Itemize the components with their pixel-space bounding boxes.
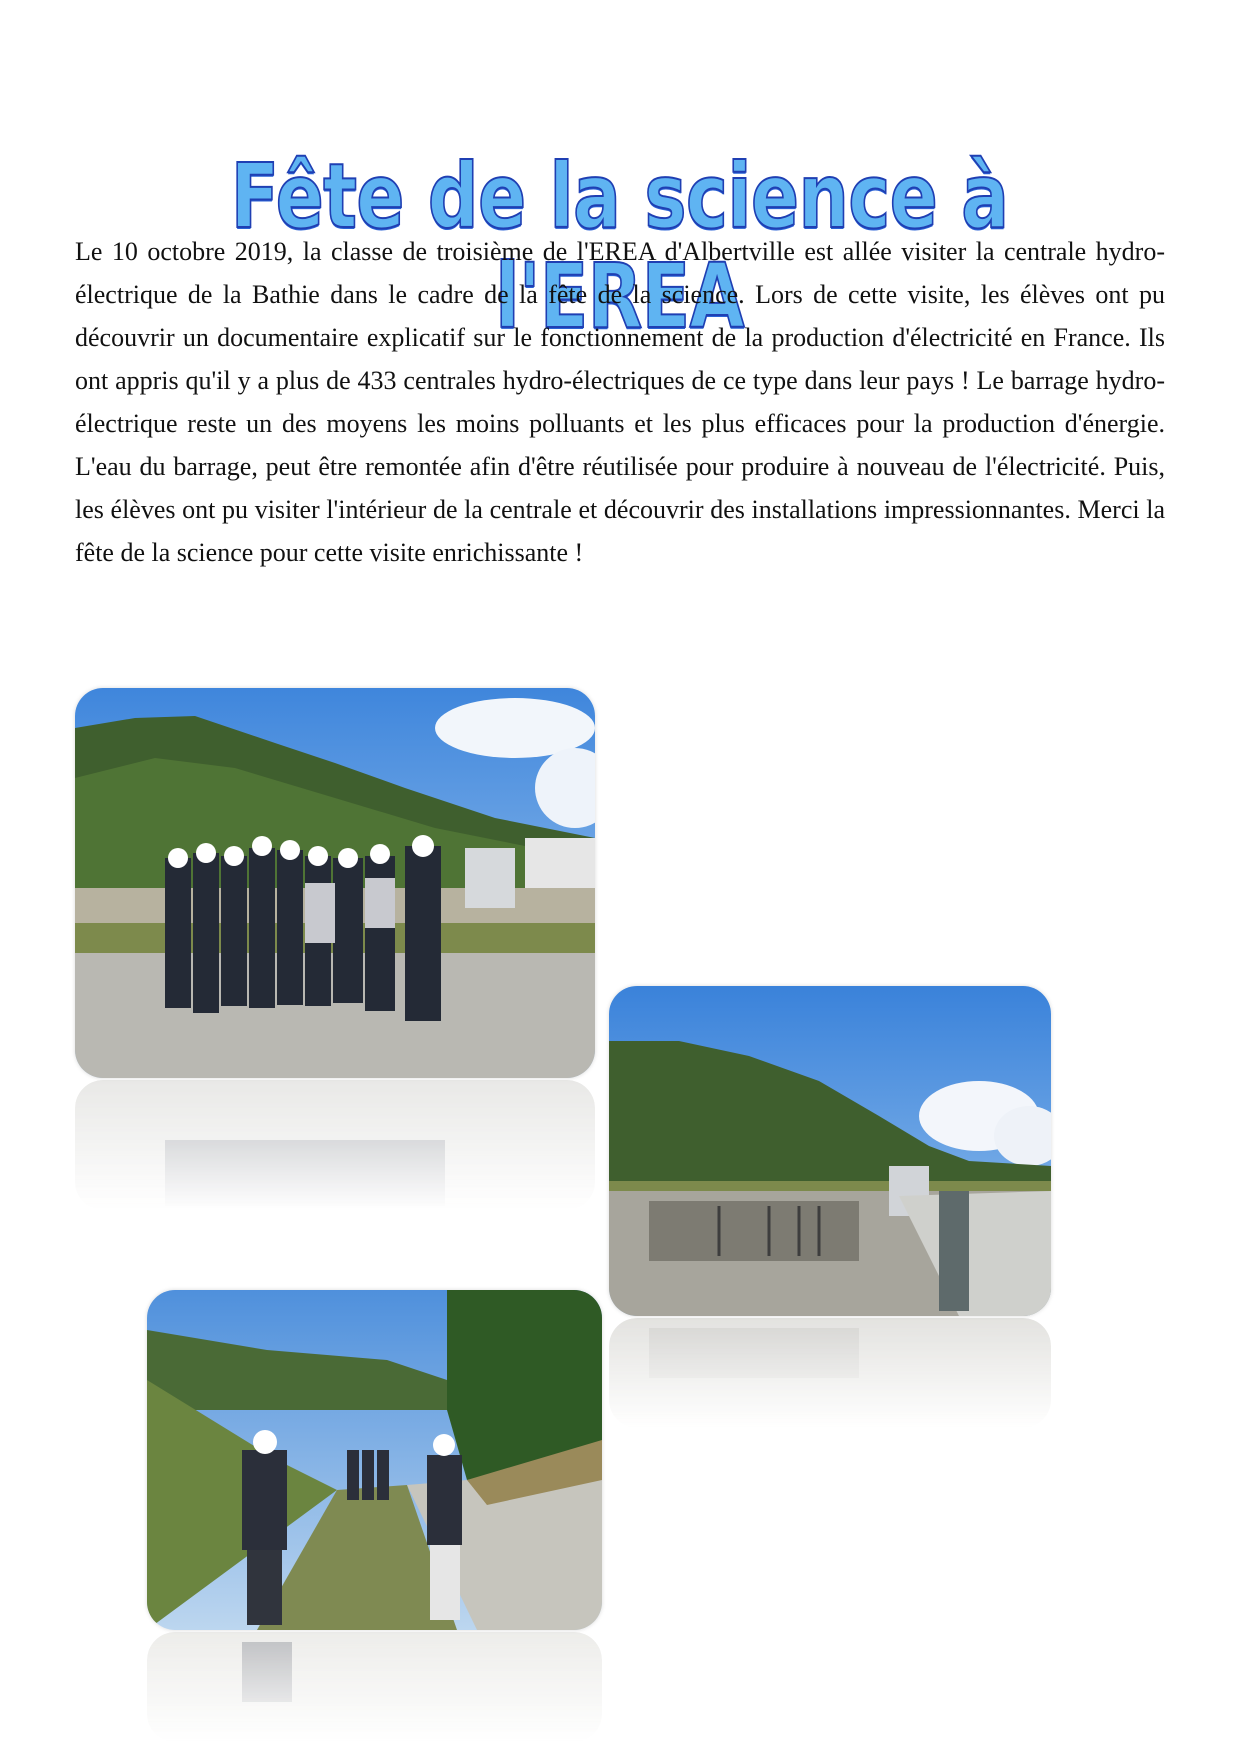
photo-group-at-dam	[75, 688, 595, 1078]
photo-reflection	[75, 1080, 595, 1210]
article-paragraph: Le 10 octobre 2019, la classe de troisième de l'EREA d'Albertville est allée visiter la centrale hydro-électrique de la Bathie dans le cadre de la fête de la science. Lors de cette visite, les élèves ont pu découvrir un documentaire explicatif sur le fonctionnement de la production d'électricité en France. Ils ont appris qu'il y a plus de 433 centrales hydro-électriques de ce type dans leur pays ! Le barrage hydro-électrique reste un des moyens les moins polluants et les plus efficaces pour la production d'énergie. L'eau du barrage, peut être remontée afin d'être réutilisée pour produire à nouveau de l'électricité. Puis, les élèves ont pu visiter l'intérieur de la centrale et découvrir des installations impressionnantes. Merci la fête de la science pour cette visite enrichissante !	[75, 237, 1165, 567]
photo-walking-along-canal	[147, 1290, 602, 1630]
photo-reflection	[609, 1318, 1051, 1428]
page-title: Fête de la science à l'EREA	[230, 143, 1009, 348]
photo-dam-basin	[609, 986, 1051, 1316]
photo-reflection	[147, 1632, 602, 1742]
